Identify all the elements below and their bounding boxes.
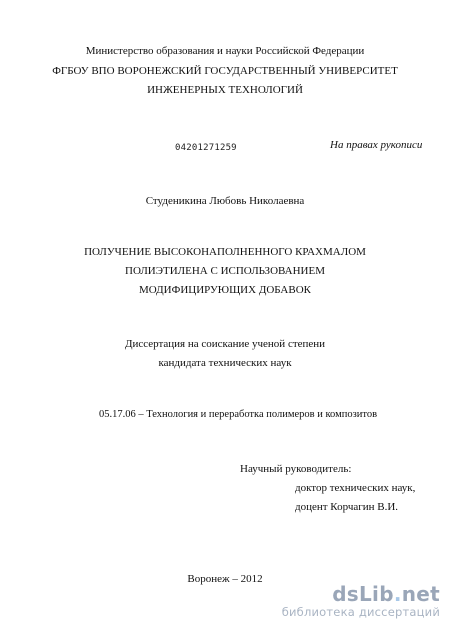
dslib-logo: [282, 583, 440, 605]
logo-part-c: net: [401, 582, 440, 606]
logo-part-b: .: [393, 582, 402, 606]
logo-part-a: dsLib: [332, 582, 394, 606]
university-name-line2: ИНЖЕНЕРНЫХ ТЕХНОЛОГИЙ: [147, 84, 303, 96]
author-name: Студеникина Любовь Николаевна: [145, 195, 305, 207]
ministry-name: Министерство образования и науки Российской Федерации: [85, 45, 365, 57]
supervisor-heading: Научный руководитель:: [240, 463, 352, 475]
watermark: [282, 583, 440, 619]
thesis-title-line3: МОДИФИЦИРУЮЩИХ ДОБАВОК: [139, 284, 311, 296]
thesis-title-line2: ПОЛИЭТИЛЕНА С ИСПОЛЬЗОВАНИЕМ: [125, 265, 325, 277]
dissertation-type-line1: Диссертация на соискание ученой степени: [124, 338, 326, 350]
manuscript-note: На правах рукописи: [330, 139, 423, 151]
watermark-subtitle: библиотека диссертаций: [281, 605, 440, 619]
thesis-title-line1: ПОЛУЧЕНИЕ ВЫСОКОНАПОЛНЕННОГО КРАХМАЛОМ: [84, 246, 366, 258]
specialty-code: 05.17.06 – Технология и переработка полимеров и композитов: [99, 409, 378, 420]
supervisor-name: доцент Корчагин В.И.: [295, 501, 399, 513]
city-year: Воронеж – 2012: [187, 573, 263, 585]
university-name-line1: ФГБОУ ВПО ВОРОНЕЖСКИЙ ГОСУДАРСТВЕННЫЙ УНИВЕРСИТЕТ: [52, 65, 398, 77]
dissertation-type-line2: кандидата технических наук: [158, 357, 292, 369]
supervisor-degree: доктор технических наук,: [295, 482, 416, 494]
document-number: 04201271259: [175, 143, 237, 153]
